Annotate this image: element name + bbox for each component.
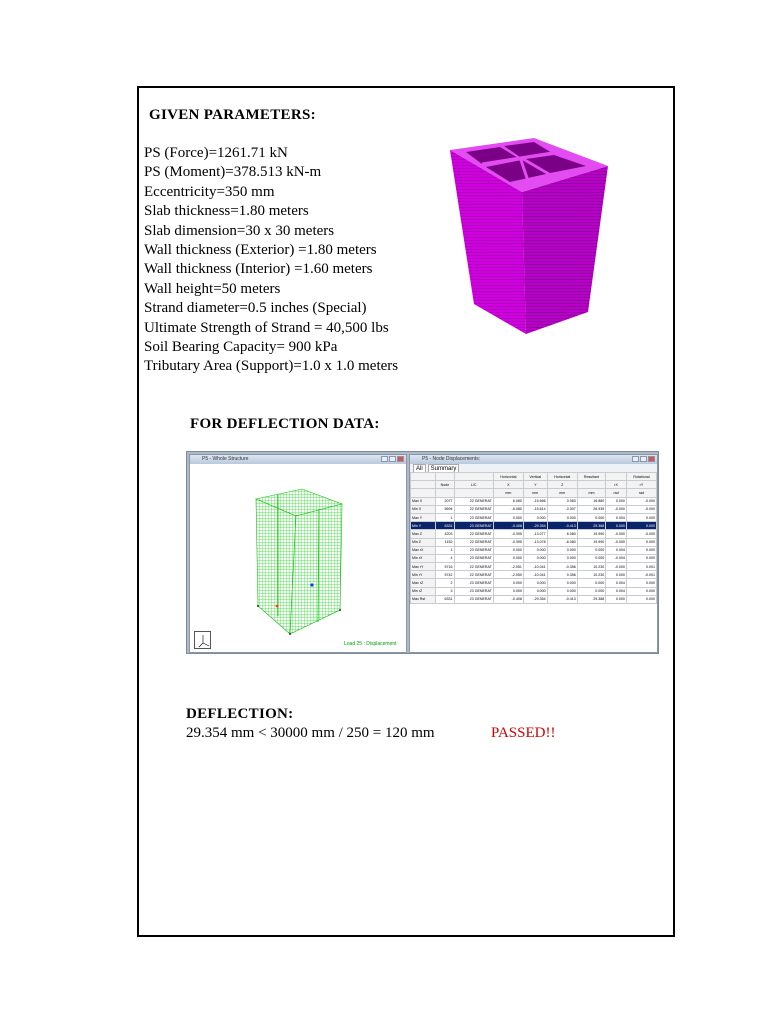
table-row[interactable] [411, 522, 657, 530]
table-cell: -0.000 [626, 505, 656, 513]
table-cell: 0.000 [523, 546, 547, 554]
table-cell: Max rZ [411, 579, 436, 587]
table-cell: Min rY [411, 571, 436, 579]
table-cell: Min Z [411, 538, 436, 546]
table-cell: 23 GENERAT [454, 513, 493, 521]
table-cell: -2.051 [493, 563, 523, 571]
table-cell: -0.000 [606, 505, 627, 513]
table-cell: Max rX [411, 546, 436, 554]
table-header-cell: Horizontal [547, 473, 577, 481]
parameter-line: Wall thickness (Interior) =1.60 meters [144, 261, 373, 278]
table-header-cell: Resultant [577, 473, 605, 481]
table-row[interactable] [411, 571, 657, 579]
table-cell: -0.413 [547, 595, 577, 603]
table-cell: -0.004 [606, 554, 627, 562]
left-window-titlebar [190, 455, 406, 464]
parameter-line: Tributary Area (Support)=1.0 x 1.0 meters [144, 358, 399, 375]
table-row[interactable] [411, 579, 657, 587]
table-cell: Max Y [411, 513, 436, 521]
staad-screenshot [186, 451, 659, 654]
table-cell: 0.000 [577, 513, 605, 521]
table-cell: 0.083 [547, 497, 577, 505]
table-header-row [411, 473, 657, 481]
table-cell: 10.230 [577, 563, 605, 571]
table-cell: 0.000 [626, 538, 656, 546]
table-cell: Min rX [411, 554, 436, 562]
minimize-icon[interactable] [381, 456, 388, 462]
parameter-line: Soil Bearing Capacity= 900 kPa [144, 339, 338, 356]
table-cell: 0.000 [523, 579, 547, 587]
minimize-icon[interactable] [632, 456, 639, 462]
table-cell: 2 [436, 579, 454, 587]
table-cell: 22 GENERAT [454, 538, 493, 546]
table-row[interactable] [411, 554, 657, 562]
table-cell: 23 GENERAT [454, 522, 493, 530]
table-header-cell [454, 489, 493, 497]
table-cell: 0.000 [547, 587, 577, 595]
table-cell: -0.408 [493, 595, 523, 603]
table-cell: Min Y [411, 522, 436, 530]
close-icon[interactable] [648, 456, 655, 462]
displacement-table [410, 472, 657, 604]
table-header-row [411, 481, 657, 489]
table-header-cell: mm [577, 489, 605, 497]
right-window-title: P5 - Node Displacements: [422, 456, 481, 462]
table-header-cell: Horizontal [493, 473, 523, 481]
table-row[interactable] [411, 505, 657, 513]
table-cell: Max rY [411, 563, 436, 571]
maximize-icon[interactable] [640, 456, 647, 462]
table-cell: 0.004 [606, 513, 627, 521]
table-cell: 0.001 [626, 563, 656, 571]
right-window-titlebar [410, 455, 657, 464]
table-cell: Max X [411, 497, 436, 505]
table-row[interactable] [411, 538, 657, 546]
parameter-line: PS (Force)=1261.71 kN [144, 145, 288, 161]
table-header-cell [411, 489, 436, 497]
table-cell: 23 GENERAT [454, 595, 493, 603]
table-cell: 6331 [436, 595, 454, 603]
table-cell: 0.000 [493, 546, 523, 554]
table-cell: -0.356 [547, 563, 577, 571]
table-cell: -0.000 [606, 563, 627, 571]
table-cell: Max Rst [411, 595, 436, 603]
table-cell: 4203 [436, 530, 454, 538]
table-cell: 0.000 [606, 497, 627, 505]
table-cell: 0.000 [626, 513, 656, 521]
green-mesh-model [190, 464, 407, 653]
load-label: Load 25 : Displacement [344, 641, 397, 647]
close-icon[interactable] [397, 456, 404, 462]
table-cell: 0.000 [577, 546, 605, 554]
table-cell: 0.000 [577, 587, 605, 595]
table-cell: 0.000 [606, 595, 627, 603]
table-cell: 1152 [436, 538, 454, 546]
parameter-line: Slab thickness=1.80 meters [144, 203, 309, 220]
table-cell: 23 GENERAT [454, 546, 493, 554]
table-cell: 0.000 [523, 513, 547, 521]
table-cell: 6.080 [493, 497, 523, 505]
table-cell: -0.000 [626, 497, 656, 505]
table-header-cell [577, 481, 605, 489]
table-cell: 0.000 [547, 546, 577, 554]
table-header-cell: mm [493, 489, 523, 497]
table-cell: -2.050 [493, 571, 523, 579]
table-cell: 1 [436, 546, 454, 554]
table-cell: 3 [436, 587, 454, 595]
table-cell: -13.078 [523, 538, 547, 546]
table-row[interactable] [411, 513, 657, 521]
table-cell: -0.000 [606, 538, 627, 546]
table-cell: 10.230 [577, 571, 605, 579]
table-cell: 26.939 [577, 505, 605, 513]
table-header-cell [411, 481, 436, 489]
table-cell: -0.001 [626, 571, 656, 579]
table-cell: -15.614 [523, 505, 547, 513]
parameter-line: Ultimate Strength of Strand = 40,500 lbs [144, 319, 389, 336]
table-cell: 22 GENERAT [454, 505, 493, 513]
table-cell: -10.041 [523, 563, 547, 571]
table-cell: 0.000 [626, 546, 656, 554]
table-cell: 4 [436, 554, 454, 562]
table-header-cell: Y [523, 481, 547, 489]
deflection-heading: DEFLECTION: [186, 706, 294, 722]
table-cell: 19.990 [577, 538, 605, 546]
table-cell: 0.000 [626, 579, 656, 587]
table-cell: 5742 [436, 571, 454, 579]
whole-structure-window [189, 454, 407, 653]
table-cell: 0.000 [547, 513, 577, 521]
table-cell: 19.990 [577, 530, 605, 538]
table-cell: 29.388 [577, 522, 605, 530]
table-cell: -6.080 [547, 538, 577, 546]
table-header-cell: Rotational [626, 473, 656, 481]
node-displacements-window [409, 454, 658, 653]
table-cell: 22 GENERAT [454, 571, 493, 579]
table-cell: -29.354 [523, 595, 547, 603]
table-cell: -0.000 [626, 530, 656, 538]
parameter-line: Wall height=50 meters [144, 280, 281, 297]
deflection-data-heading: FOR DEFLECTION DATA: [190, 416, 380, 432]
table-cell: -0.395 [493, 530, 523, 538]
table-cell: 0.000 [626, 595, 656, 603]
table-header-cell [411, 473, 436, 481]
table-header-cell [436, 473, 454, 481]
table-cell: 1 [436, 513, 454, 521]
table-cell: -29.354 [523, 522, 547, 530]
table-header-cell [606, 473, 627, 481]
tab-strip [410, 464, 657, 472]
table-cell: Min X [411, 505, 436, 513]
table-cell: 0.000 [577, 579, 605, 587]
table-cell: 6.080 [547, 530, 577, 538]
tab-summary[interactable]: Summary [428, 464, 460, 472]
table-cell: -13.077 [523, 530, 547, 538]
table-cell: -6.080 [493, 505, 523, 513]
table-cell: 0.004 [606, 587, 627, 595]
table-cell: -15.666 [523, 497, 547, 505]
table-row[interactable] [411, 587, 657, 595]
table-header-cell: mm [523, 489, 547, 497]
table-cell: 0.356 [547, 571, 577, 579]
table-cell: 0.000 [523, 554, 547, 562]
table-cell: 6331 [436, 522, 454, 530]
table-cell: 5716 [436, 563, 454, 571]
table-row[interactable] [411, 546, 657, 554]
magenta-structure-image [448, 136, 610, 336]
table-cell: 23 GENERAT [454, 554, 493, 562]
deflection-equation: 29.354 mm < 30000 mm / 250 = 120 mm [186, 725, 435, 741]
table-header-cell: rX [606, 481, 627, 489]
table-cell: 23 GENERAT [454, 579, 493, 587]
axis-triad [194, 631, 211, 649]
table-cell: 0.000 [547, 579, 577, 587]
table-cell: -0.395 [493, 538, 523, 546]
table-cell: 0.000 [493, 587, 523, 595]
table-cell: 23 GENERAT [454, 587, 493, 595]
table-cell: -0.413 [547, 522, 577, 530]
table-header-cell: Node [436, 481, 454, 489]
table-header-cell: rad [626, 489, 656, 497]
parameters-list [144, 144, 398, 377]
table-cell: 0.000 [493, 579, 523, 587]
table-cell: Max Z [411, 530, 436, 538]
table-cell: 16.880 [577, 497, 605, 505]
table-header-cell: Vertical [523, 473, 547, 481]
table-header-row [411, 489, 657, 497]
table-cell: 22 GENERAT [454, 497, 493, 505]
table-cell: 0.004 [606, 579, 627, 587]
table-cell: 0.000 [626, 554, 656, 562]
table-cell: 5694 [436, 505, 454, 513]
table-header-cell [454, 473, 493, 481]
left-window-title: P5 - Whole Structure [202, 456, 249, 462]
table-cell: 0.000 [547, 554, 577, 562]
table-row[interactable] [411, 497, 657, 505]
passed-status: PASSED!! [491, 725, 556, 741]
table-cell: 0.000 [577, 554, 605, 562]
table-header-cell: rY [626, 481, 656, 489]
table-cell: 29.388 [577, 595, 605, 603]
tab-all[interactable]: All [413, 464, 426, 472]
table-cell: 22 GENERAT [454, 530, 493, 538]
table-cell: 0.004 [606, 546, 627, 554]
table-cell: -0.307 [547, 505, 577, 513]
table-cell: -0.408 [493, 522, 523, 530]
table-header-cell: L/C [454, 481, 493, 489]
table-cell: -10.041 [523, 571, 547, 579]
parameter-line: Strand diameter=0.5 inches (Special) [144, 300, 367, 317]
table-row[interactable] [411, 563, 657, 571]
parameter-line: Wall thickness (Exterior) =1.80 meters [144, 242, 377, 259]
parameter-line: Eccentricity=350 mm [144, 183, 275, 200]
given-parameters-heading: GIVEN PARAMETERS: [149, 107, 316, 123]
table-cell: 22 GENERAT [454, 563, 493, 571]
parameter-line: Slab dimension=30 x 30 meters [144, 222, 335, 239]
table-cell: 0.000 [626, 587, 656, 595]
table-header-cell [436, 489, 454, 497]
table-row[interactable] [411, 530, 657, 538]
table-cell: 0.000 [606, 522, 627, 530]
parameter-line: PS (Moment)=378.513 kN-m [144, 164, 322, 181]
table-header-cell: X [493, 481, 523, 489]
table-cell: 0.000 [523, 587, 547, 595]
table-row[interactable] [411, 595, 657, 603]
table-cell: 0.000 [493, 554, 523, 562]
table-cell: 0.000 [626, 522, 656, 530]
table-cell: 0.000 [493, 513, 523, 521]
table-header-cell: rad [606, 489, 627, 497]
table-header-cell: Z [547, 481, 577, 489]
maximize-icon[interactable] [389, 456, 396, 462]
table-cell: Min rZ [411, 587, 436, 595]
table-cell: -0.000 [606, 530, 627, 538]
table-cell: 0.000 [606, 571, 627, 579]
table-cell: 2077 [436, 497, 454, 505]
table-header-cell: mm [547, 489, 577, 497]
